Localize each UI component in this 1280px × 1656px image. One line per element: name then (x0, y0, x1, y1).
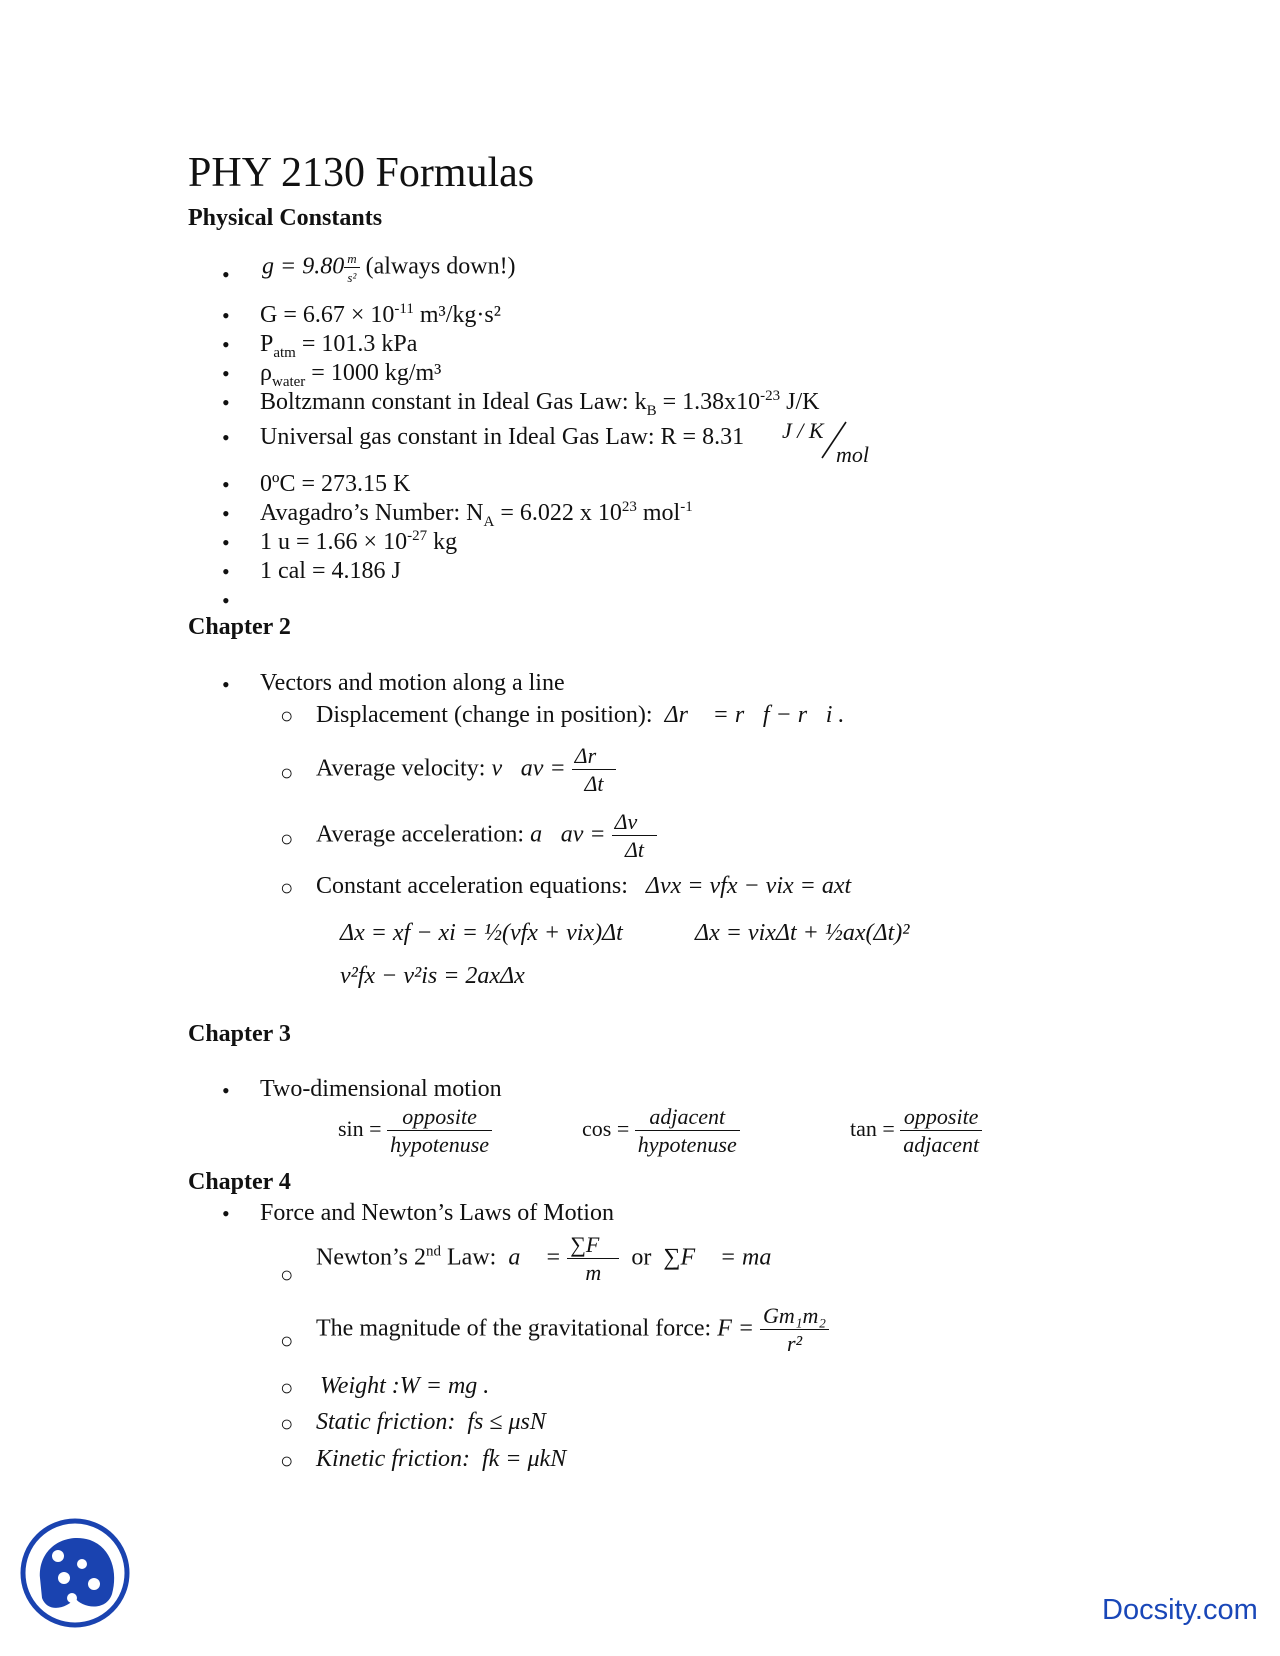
sub-bullet-icon: ○ (280, 826, 294, 851)
bullet-icon: • (222, 262, 230, 287)
newton-second-law-item: Newton’s 2nd Law: a⃗ = $\frac{\sum F⃗}{m}$ or ∑F⃗ = ma⃗ (316, 1232, 791, 1285)
bullet-icon: • (222, 390, 230, 415)
constant-G: $G = 6.67 \times 10^{-11}$ m³/kg·s² (260, 301, 501, 328)
constant-rho-water: $\rho_{water} = 1000$ kg/m³ (260, 360, 442, 390)
sub-bullet-icon: ○ (280, 703, 294, 728)
bullet-icon: • (222, 672, 230, 697)
tangent-formula: tan = $\frac{\text{opposite}}{\text{adjacent}}$ (850, 1106, 982, 1156)
bullet-icon: • (222, 501, 230, 526)
sub-bullet-icon: ○ (280, 1448, 294, 1473)
avg-acceleration-item: Average acceleration: a⃗av = $\frac{\Delta v⃗}{\Delta t}$ (316, 811, 657, 861)
sine-formula: sin = $\frac{\text{opposite}}{\text{hypotenuse}}$ (338, 1106, 492, 1156)
avg-velocity-item: Average velocity: v⃗av = $\frac{\Delta r⃗}{\Delta t}$ (316, 745, 616, 795)
kinetic-friction-item: Kinetic friction: fk = μkN (316, 1446, 567, 1472)
constant-amu: 1 $u = 1.66 \times 10^{-27}$ kg (260, 528, 458, 555)
bullet-icon: • (222, 332, 230, 357)
chapter-2-topic: Vectors and motion along a line (260, 670, 565, 696)
gas-unit-numerator: J / K (782, 418, 824, 443)
equation-displacement-avg: Δx = xf − xi = ½(vfx + vix)Δt (340, 920, 623, 946)
chapter-4-heading: Chapter 4 (188, 1169, 291, 1195)
constant-zero-celsius: 0ºC = 273.15 K (260, 471, 411, 497)
chapter-3-topic: Two-dimensional motion (260, 1076, 502, 1102)
bullet-icon: • (222, 472, 230, 497)
document-title: PHY 2130 Formulas (188, 150, 535, 196)
bullet-icon: • (222, 530, 230, 555)
constant-g: g = 9.80 $\frac{m}{\text{s²}}$ (always down!) (262, 251, 516, 285)
weight-item: Weight :W = mg . (320, 1373, 490, 1399)
bullet-icon: • (222, 559, 230, 584)
constant-avogadro: Avagadro’s Number: $N_A = 6.022$ x $10^{23}$ mol$^{-1}$ (260, 499, 693, 530)
constant-boltzmann: Boltzmann constant in Ideal Gas Law: $k_B = 1.38x10^{-23}$ J/K (260, 388, 820, 419)
docsity-logo-icon (20, 1518, 130, 1628)
sub-bullet-icon: ○ (280, 875, 294, 900)
displacement-item: Displacement (change in position): Δr⃗ = r⃗f − r⃗i . (316, 702, 845, 728)
bullet-icon: • (222, 1078, 230, 1103)
constant-calorie: 1 cal = 4.186 J (260, 558, 401, 584)
cosine-formula: cos = $\frac{\text{adjacent}}{\text{hypotenuse}}$ (582, 1106, 740, 1156)
chapter-2-heading: Chapter 2 (188, 614, 291, 640)
static-friction-item: Static friction: fs ≤ μsN (316, 1409, 546, 1435)
gas-unit-denominator: mol (836, 442, 869, 467)
const-accel-item: Constant acceleration equations: Δvx = vfx − vix = axt (316, 873, 852, 899)
equation-displacement-accel: Δx = vixΔt + ½ax(Δt)² (695, 920, 910, 946)
sub-bullet-icon: ○ (280, 1262, 294, 1287)
bullet-icon: • (222, 361, 230, 386)
equation-velocity-squared: v²fx − v²is = 2axΔx (340, 963, 525, 989)
chapter-4-topic: Force and Newton’s Laws of Motion (260, 1200, 614, 1226)
constant-patm: $P_{atm} = 101.3$ kPa (260, 331, 418, 361)
constant-gas: Universal gas constant in Ideal Gas Law: R = 8.31 (260, 424, 745, 450)
bullet-icon: • (222, 303, 230, 328)
bullet-icon: • (222, 1201, 230, 1226)
section-heading-constants: Physical Constants (188, 205, 383, 231)
gravitational-force-item: The magnitude of the gravitational force: F = $\frac{\text{Gm₁m₂}}{\text{r²}}$ (316, 1305, 829, 1355)
docsity-brand-link[interactable]: Docsity.com (1102, 1594, 1258, 1626)
sub-bullet-icon: ○ (280, 1411, 294, 1436)
bullet-icon: • (222, 588, 230, 613)
bullet-icon: • (222, 425, 230, 450)
sub-bullet-icon: ○ (280, 760, 294, 785)
sub-bullet-icon: ○ (280, 1328, 294, 1353)
sub-bullet-icon: ○ (280, 1375, 294, 1400)
chapter-3-heading: Chapter 3 (188, 1021, 291, 1047)
